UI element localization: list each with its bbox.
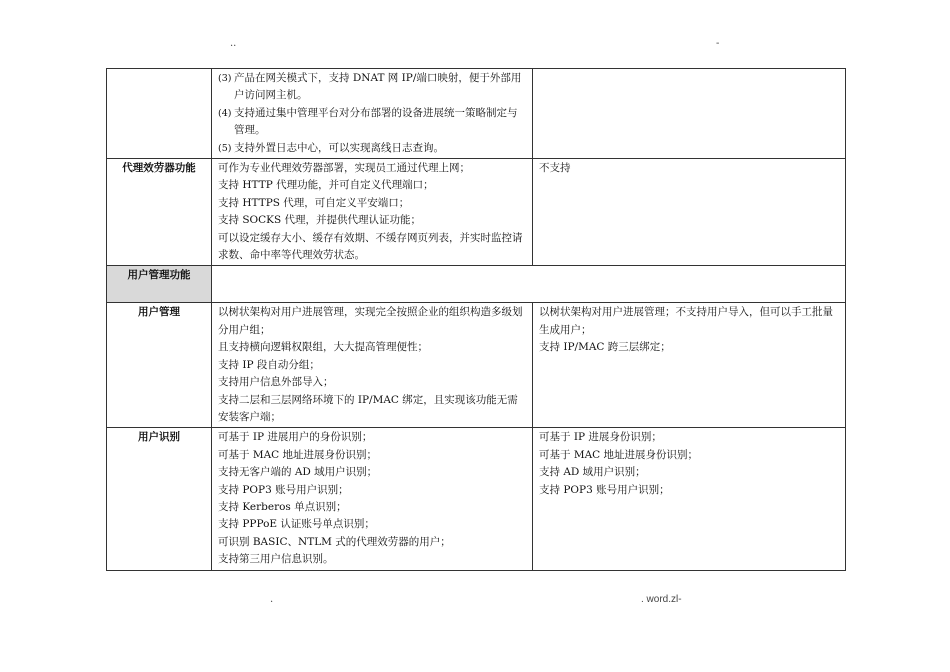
competitor-line: 以树状架构对用户进展管理；不支持用户导入，但可以手工批量生成用户；	[539, 306, 833, 336]
numbered-item	[218, 140, 522, 157]
feature-line: 支持 HTTPS 代理，可自定义平安端口；	[218, 196, 410, 209]
feature-comparison-table	[106, 68, 846, 571]
feature-line: 可基于 MAC 地址进展身份识别；	[218, 448, 378, 461]
competitor-feature-cell	[533, 159, 846, 266]
feature-line: 支持 POP3 账号用户识别；	[218, 483, 349, 496]
competitor-line: 支持 IP/MAC 跨三层绑定；	[539, 341, 671, 354]
feature-line: 可基于 IP 进展用户的身份识别；	[218, 431, 373, 444]
competitor-cell-empty	[533, 69, 846, 159]
section-row-user-management	[107, 266, 846, 303]
numbered-item	[218, 70, 522, 105]
feature-line: 支持 IP 段自动分组；	[218, 358, 320, 371]
feature-line: 支持无客户端的 AD 域用户识别；	[218, 466, 378, 479]
page-footer-right: . word.zl-	[641, 594, 682, 605]
competitor-line: 可基于 IP 进展身份识别；	[539, 431, 662, 444]
page-header-right: -	[716, 38, 720, 49]
feature-line: 支持第三用户信息识别。	[218, 553, 334, 566]
feature-line: 且支持横向逻辑权限组，大大提高管理便性；	[218, 341, 428, 354]
competitor-line: 支持 AD 域用户识别；	[539, 466, 646, 479]
competitor-line: 可基于 MAC 地址进展身份识别；	[539, 448, 699, 461]
feature-label-cell-empty	[107, 69, 212, 159]
numbered-item	[218, 105, 522, 140]
feature-line: 可作为专业代理效劳器部署，实现员工通过代理上网；	[218, 162, 470, 175]
product-feature-cell	[212, 159, 533, 266]
page-header-left: ..	[230, 38, 237, 49]
competitor-line: 不支持	[539, 162, 571, 175]
feature-line: 支持 HTTP 代理功能，并可自定义代理端口；	[218, 179, 434, 192]
section-empty-cell	[212, 266, 846, 303]
feature-label: 代理效劳器功能	[107, 159, 212, 266]
feature-line: 支持用户信息外部导入；	[218, 376, 334, 389]
feature-line: 支持二层和三层网络环境下的 IP/MAC 绑定，且实现该功能无需安装客户端；	[218, 393, 518, 423]
competitor-feature-cell	[533, 303, 846, 428]
feature-line: 支持 PPPoE 认证账号单点识别；	[218, 518, 375, 531]
table-row-user-management	[107, 303, 846, 428]
item-text: 支持外置日志中心，可以实现离线日志查询。	[234, 141, 444, 154]
competitor-line: 支持 POP3 账号用户识别；	[539, 483, 670, 496]
feature-line: 支持 SOCKS 代理，并提供代理认证功能；	[218, 214, 422, 227]
item-number: (4)	[218, 107, 232, 119]
feature-line: 以树状架构对用户进展管理，实现完全按照企业的组织构造多级划分用户组；	[218, 306, 523, 336]
feature-line: 支持 Kerberos 单点识别；	[218, 500, 347, 513]
product-feature-cell	[212, 69, 533, 159]
table-row-proxy	[107, 159, 846, 266]
table-row-continued	[107, 69, 846, 159]
table-row-user-identification	[107, 428, 846, 570]
feature-line: 可以设定缓存大小、缓存有效期、不缓存网页列表，并实时监控请求数、命中率等代理效劳状态。	[218, 231, 523, 262]
item-number: (3)	[218, 73, 232, 84]
section-title: 用户管理功能	[107, 266, 212, 303]
feature-label: 用户识别	[107, 428, 212, 570]
product-feature-cell	[212, 428, 533, 570]
product-feature-cell	[212, 303, 533, 428]
item-number: (5)	[218, 142, 232, 154]
competitor-feature-cell	[533, 428, 846, 570]
item-text: 产品在网关模式下，支持 DNAT 网 IP/端口映射，便于外部用户访问网主机。	[234, 72, 522, 102]
item-text: 支持通过集中管理平台对分布部署的设备进展统一策略制定与管理。	[234, 106, 518, 137]
feature-label: 用户管理	[107, 303, 212, 428]
feature-line: 可识别 BASIC、NTLM 式的代理效劳器的用户；	[218, 535, 451, 548]
page-footer-left: .	[270, 594, 274, 605]
